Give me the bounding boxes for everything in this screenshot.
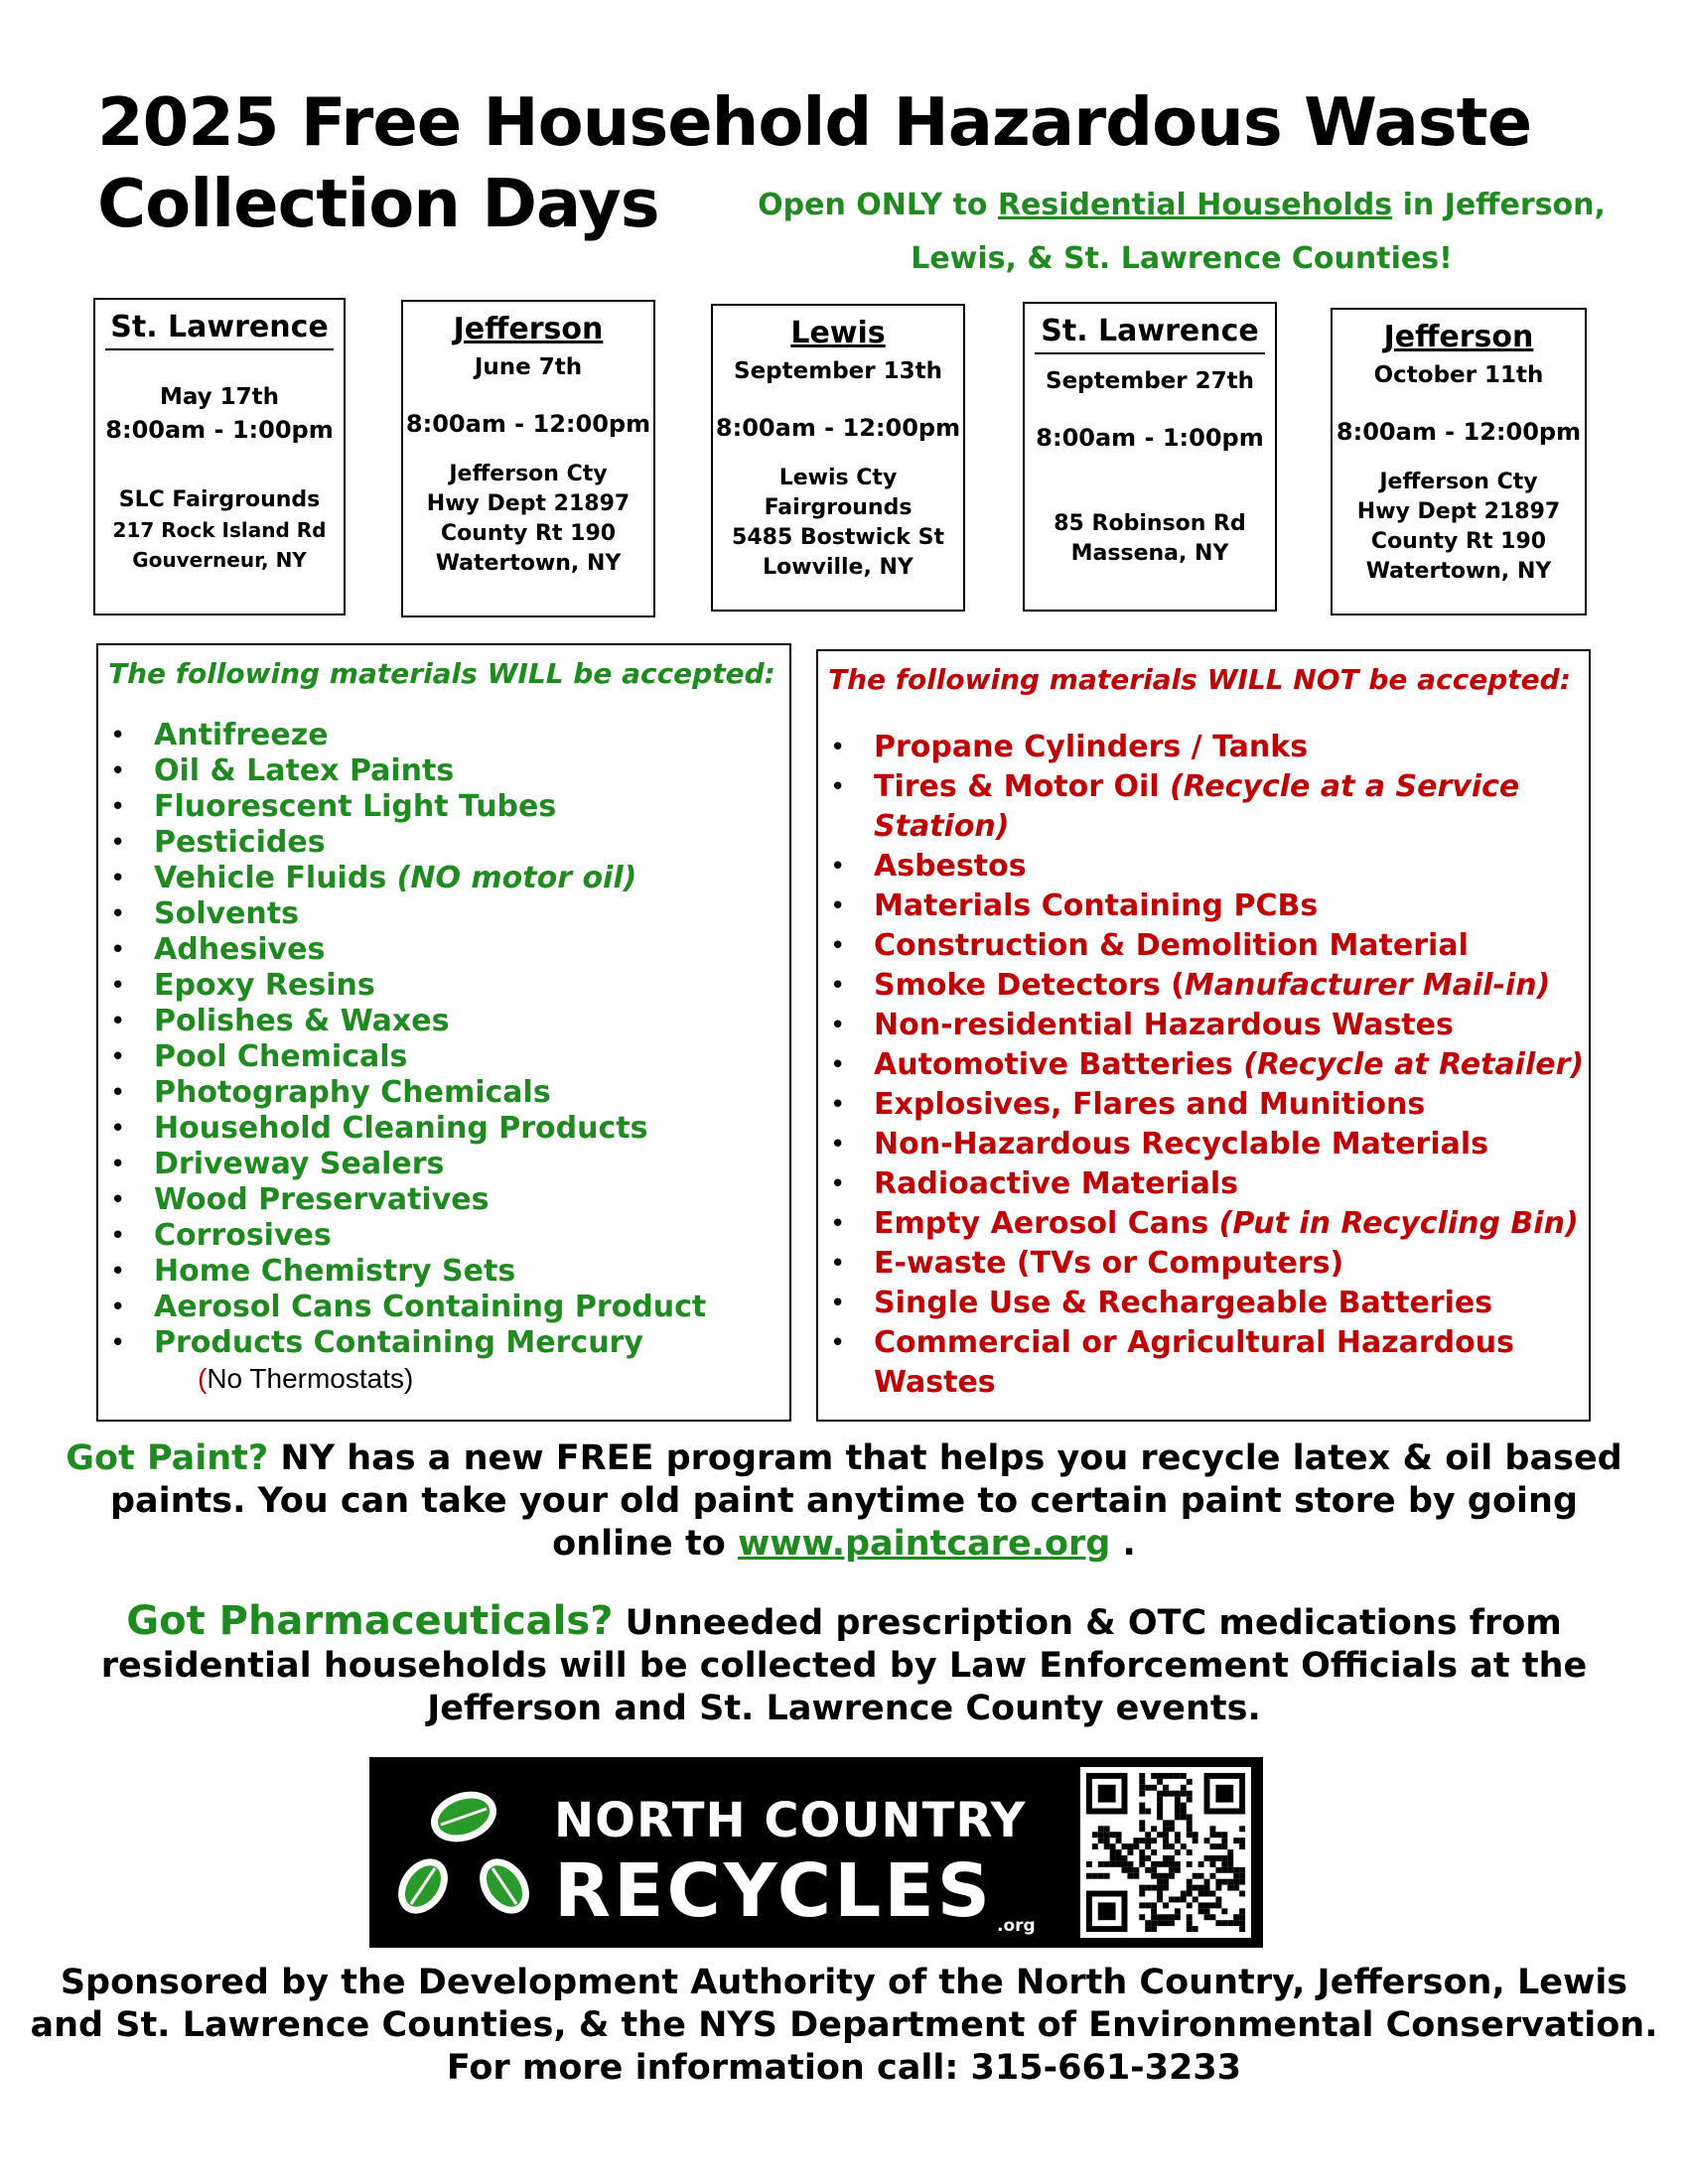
list-item (818, 1204, 1589, 1244)
event-county: St. Lawrence (105, 310, 334, 350)
paint-line-3-post: . (1110, 1524, 1136, 1564)
event-location-line: Massena, NY (1070, 541, 1229, 566)
item-text: Single Use & Rechargeable Batteries (874, 1286, 1493, 1320)
list-item (98, 1039, 789, 1075)
residential-households-link: Residential Households (997, 188, 1393, 222)
event-time: 8:00am - 1:00pm (105, 416, 334, 444)
item-text: Empty Aerosol Cans (874, 1206, 1219, 1241)
event-location-line: County Rt 190 (1370, 529, 1547, 554)
event-time: 8:00am - 12:00pm (715, 414, 961, 442)
rejected-list (818, 728, 1589, 1403)
list-item (818, 728, 1589, 767)
accepted-materials-box (96, 643, 791, 1422)
item-text: Oil & Latex Paints (154, 753, 455, 788)
event-location-line: Jefferson Cty (1379, 470, 1538, 494)
list-item (98, 1075, 789, 1111)
paint-line-1: NY has a new FREE program that helps you recycle latex & oil based (268, 1438, 1622, 1478)
event-location-line: Hwy Dept 21897 (426, 491, 631, 516)
list-item (818, 1006, 1589, 1045)
event-county: Jefferson (1383, 320, 1534, 354)
event-card-jefferson-october (1331, 308, 1587, 615)
item-text: Corrosives (154, 1218, 332, 1253)
event-card-st-lawrence-september (1023, 302, 1277, 612)
event-location-line: 217 Rock Island Rd (112, 518, 327, 542)
item-text: Adhesives (154, 932, 326, 967)
list-item (818, 1164, 1589, 1204)
item-text: Driveway Sealers (154, 1147, 445, 1181)
qr-code-icon[interactable] (1080, 1767, 1251, 1938)
item-text: Aerosol Cans Containing Product (154, 1290, 707, 1324)
item-text: Photography Chemicals (154, 1075, 551, 1110)
item-note: Manufacturer Mail-in) (1184, 968, 1551, 1003)
event-date: October 11th (1373, 362, 1544, 388)
list-item (818, 966, 1589, 1006)
event-location-line: 85 Robinson Rd (1054, 511, 1246, 536)
item-text: Propane Cylinders / Tanks (874, 730, 1309, 764)
footer-line-2: and St. Lawrence Counties, & the NYS Department of Environmental Conservation. (30, 2005, 1658, 2045)
item-text: Automotive Batteries (874, 1047, 1244, 1082)
paint-program-paragraph (0, 1437, 1688, 1566)
item-text: Tires & Motor Oil (874, 769, 1170, 804)
item-note: (NO motor oil) (396, 861, 637, 895)
footer-line-1: Sponsored by the Development Authority of the North Country, Jefferson, Lewis (60, 1963, 1628, 2002)
list-item (98, 789, 789, 825)
list-item (98, 753, 789, 789)
list-item (98, 968, 789, 1004)
event-card-jefferson-june (401, 300, 655, 617)
accepted-heading: The following materials WILL be accepted: (108, 657, 775, 690)
mercury-subnote (98, 1361, 789, 1397)
accepted-list (98, 718, 789, 1361)
subtitle-post: in Jefferson, (1392, 188, 1606, 222)
title-line-2: Collection Days (97, 165, 659, 242)
event-date: September 13th (734, 358, 942, 384)
item-text: Epoxy Resins (154, 968, 375, 1003)
list-item (818, 926, 1589, 966)
footer-phone[interactable]: For more information call: 315-661-3233 (446, 2048, 1242, 2088)
event-location-line: Fairgrounds (764, 495, 913, 520)
list-item (98, 1254, 789, 1290)
event-time: 8:00am - 12:00pm (1336, 418, 1582, 446)
pharma-lead: Got Pharmaceuticals? (126, 1598, 614, 1644)
event-location-line: Watertown, NY (435, 551, 622, 576)
subtitle-line-2: Lewis, & St. Lawrence Counties! (911, 241, 1453, 276)
list-item (98, 861, 789, 896)
item-note: (Put in Recycling Bin) (1218, 1206, 1579, 1241)
list-item (818, 847, 1589, 887)
event-location-line: Hwy Dept 21897 (1356, 499, 1561, 524)
list-item (98, 1182, 789, 1218)
item-text: Smoke Detectors ( (874, 968, 1185, 1003)
list-item (98, 1147, 789, 1182)
list-item (98, 896, 789, 932)
rejected-heading: The following materials WILL NOT be accepted: (828, 663, 1571, 696)
item-text: Materials Containing PCBs (874, 888, 1319, 923)
list-item (818, 1284, 1589, 1323)
list-item (818, 1244, 1589, 1284)
item-text: Products Containing Mercury (154, 1325, 643, 1360)
item-note: (Recycle at a Service Station) (874, 769, 1520, 844)
event-location-line: 5485 Bostwick St (732, 525, 944, 550)
event-location-line: County Rt 190 (440, 521, 617, 546)
item-text: Non-Hazardous Recyclable Materials (874, 1127, 1489, 1161)
title-line-1: 2025 Free Household Hazardous Waste (97, 83, 1532, 161)
event-location-line: Gouverneur, NY (132, 548, 307, 572)
pharmaceuticals-paragraph (0, 1600, 1688, 1730)
list-item (98, 932, 789, 968)
item-text: Commercial or Agricultural Hazardous Wastes (874, 1325, 1514, 1400)
item-text: E-waste (TVs or Computers) (874, 1246, 1344, 1281)
event-location-line: Jefferson Cty (449, 462, 608, 486)
event-location-line: SLC Fairgrounds (118, 487, 321, 512)
event-time: 8:00am - 12:00pm (405, 410, 651, 438)
brand-line-2: RECYCLES (554, 1848, 994, 1934)
item-text: Wood Preservatives (154, 1182, 490, 1217)
paintcare-link[interactable]: www.paintcare.org (737, 1524, 1111, 1564)
rejected-materials-box (816, 649, 1591, 1422)
north-country-recycles-banner (369, 1757, 1263, 1948)
list-item (98, 1325, 789, 1361)
item-text: Pesticides (154, 825, 326, 860)
event-location-line: Watertown, NY (1365, 559, 1552, 584)
event-location-line: Lowville, NY (763, 555, 914, 580)
list-item (98, 1218, 789, 1254)
event-county: Jefferson (453, 312, 604, 346)
list-item (818, 1045, 1589, 1085)
list-item (818, 1125, 1589, 1164)
list-item (98, 1111, 789, 1147)
paint-line-3-pre: online to (552, 1524, 738, 1564)
list-item (98, 825, 789, 861)
item-text: Pool Chemicals (154, 1039, 408, 1074)
event-date: May 17th (159, 384, 280, 410)
pharma-line-3: Jefferson and St. Lawrence County events. (427, 1689, 1261, 1728)
sponsor-footer (0, 1962, 1688, 2090)
eligibility-note (755, 179, 1609, 286)
list-item (818, 767, 1589, 847)
paint-lead: Got Paint? (66, 1438, 269, 1478)
item-text: Non-residential Hazardous Wastes (874, 1008, 1454, 1042)
event-date: September 27th (1046, 368, 1254, 394)
event-date: June 7th (474, 354, 583, 380)
item-note: (Recycle at Retailer) (1243, 1047, 1585, 1082)
item-text: Household Cleaning Products (154, 1111, 648, 1146)
paint-line-2: paints. You can take your old paint anytime to certain paint store by going (109, 1481, 1579, 1521)
item-text: Home Chemistry Sets (154, 1254, 516, 1289)
event-card-st-lawrence-may (93, 298, 346, 615)
list-item (818, 1085, 1589, 1125)
item-text: Solvents (154, 896, 299, 931)
brand-line-1: NORTH COUNTRY (554, 1793, 1027, 1848)
recycling-leaves-icon (389, 1779, 538, 1928)
subtitle-pre: Open ONLY to (758, 188, 998, 222)
item-text: Explosives, Flares and Munitions (874, 1087, 1426, 1122)
list-item (818, 887, 1589, 926)
list-item (98, 1004, 789, 1039)
item-text: Radioactive Materials (874, 1166, 1238, 1201)
event-card-lewis-september (711, 304, 965, 612)
pharma-line-1: Unneeded prescription & OTC medications from (613, 1603, 1562, 1643)
item-text: Polishes & Waxes (154, 1004, 450, 1038)
event-location-line: Lewis Cty (778, 466, 898, 490)
event-county: St. Lawrence (1035, 314, 1265, 354)
list-item (818, 1323, 1589, 1403)
item-text: Asbestos (874, 849, 1027, 884)
pharma-line-2: residential households will be collected by Law Enforcement Officials at the (100, 1646, 1588, 1686)
event-county: Lewis (790, 316, 886, 350)
event-time: 8:00am - 1:00pm (1036, 424, 1264, 452)
subnote-paren: ( (198, 1363, 208, 1394)
item-text: Construction & Demolition Material (874, 928, 1469, 963)
brand-suffix: .org (997, 1916, 1036, 1936)
item-text: Vehicle Fluids (154, 861, 397, 895)
item-text: Fluorescent Light Tubes (154, 789, 557, 824)
list-item (98, 1290, 789, 1325)
list-item (98, 718, 789, 753)
subnote-text: No Thermostats) (207, 1363, 414, 1394)
item-text: Antifreeze (154, 718, 329, 752)
